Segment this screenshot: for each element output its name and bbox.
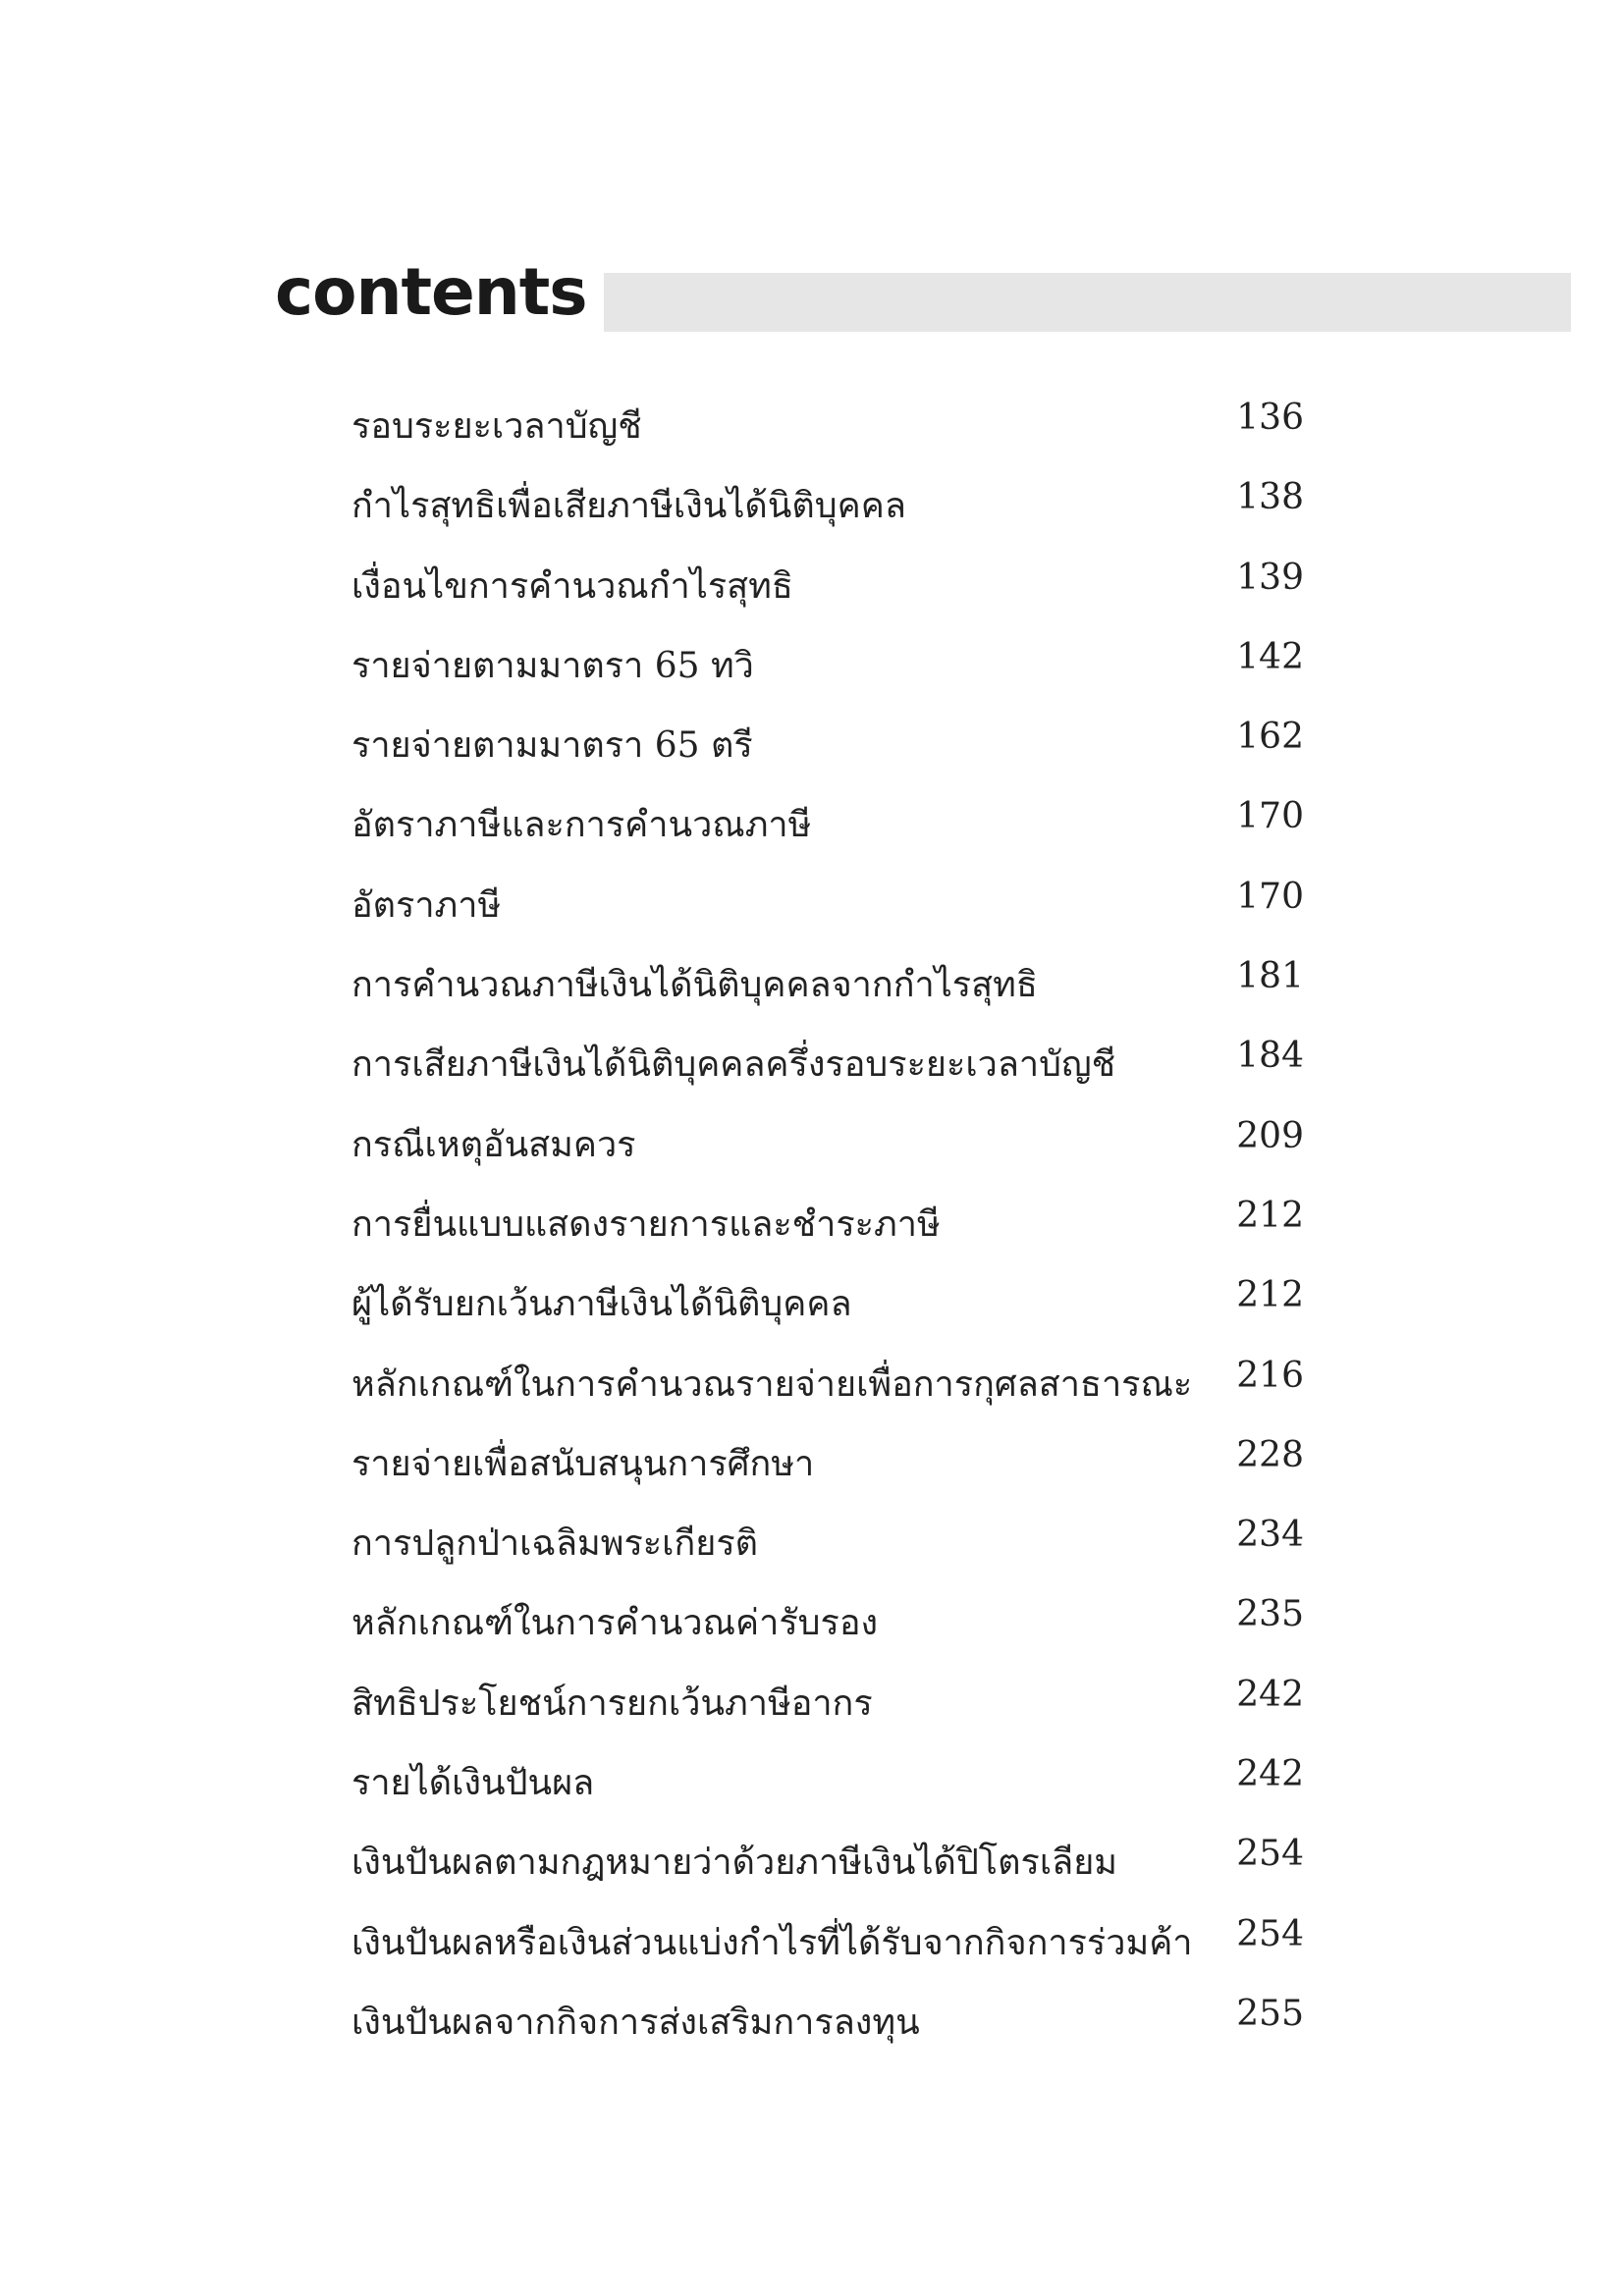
toc-entry[interactable] — [352, 1184, 1304, 1263]
toc-entry-title: หลักเกณฑ์ในการคำนวณรายจ่ายเพื่อการกุศลสาธารณะ — [352, 1363, 1193, 1405]
toc-entry-title: รายจ่ายเพื่อสนับสนุนการศึกษา — [352, 1443, 815, 1484]
toc-entry[interactable] — [352, 1902, 1304, 1982]
toc-entry[interactable] — [352, 546, 1304, 625]
toc-entry-page: 170 — [1236, 796, 1304, 837]
toc-entry[interactable] — [352, 705, 1304, 784]
toc-entry-title: การคำนวณภาษีเงินได้นิติบุคคลจากกำไรสุทธิ — [352, 965, 1038, 1006]
toc-entry-title: เงินปันผลจากกิจการส่งเสริมการลงทุน — [352, 2002, 920, 2043]
toc-entry[interactable] — [352, 1663, 1304, 1742]
toc-entry[interactable] — [352, 1503, 1304, 1582]
toc-entry[interactable] — [352, 1263, 1304, 1343]
contents-header — [275, 253, 1571, 332]
toc-entry-page: 235 — [1236, 1594, 1304, 1635]
toc-entry[interactable] — [352, 1104, 1304, 1184]
toc-entry[interactable] — [352, 784, 1304, 864]
toc-entry-title: รายได้เงินปันผล — [352, 1763, 595, 1804]
toc-entry-page: 162 — [1236, 717, 1304, 758]
toc-entry-page: 184 — [1236, 1036, 1304, 1077]
toc-entry-title: หลักเกณฑ์ในการคำนวณค่ารับรอง — [352, 1603, 879, 1644]
toc-entry-title: กำไรสุทธิเพื่อเสียภาษีเงินได้นิติบุคคล — [352, 486, 906, 527]
toc-entry[interactable] — [352, 1024, 1304, 1103]
toc-entry-page: 209 — [1236, 1115, 1304, 1156]
toc-entry-title: รอบระยะเวลาบัญชี — [352, 406, 642, 447]
toc-entry-title: การเสียภาษีเงินได้นิติบุคคลครึ่งรอบระยะเวลาบัญชี — [352, 1044, 1116, 1086]
toc-entry[interactable] — [352, 1344, 1304, 1423]
toc-entry-page: 181 — [1236, 956, 1304, 997]
toc-entry-page: 216 — [1236, 1355, 1304, 1396]
toc-entry[interactable] — [352, 386, 1304, 465]
toc-entry-title: ผู้ได้รับยกเว้นภาษีเงินได้นิติบุคคล — [352, 1284, 852, 1325]
toc-entry-title: การยื่นแบบแสดงรายการและชำระภาษี — [352, 1203, 941, 1245]
toc-entry[interactable] — [352, 1582, 1304, 1662]
toc-entry-title: กรณีเหตุอันสมควร — [352, 1124, 636, 1165]
toc-entry-page: 228 — [1236, 1434, 1304, 1475]
toc-entry-page: 142 — [1236, 636, 1304, 677]
toc-entry-page: 212 — [1236, 1275, 1304, 1316]
toc-entry-page: 255 — [1236, 1993, 1304, 2034]
toc-entry[interactable] — [352, 465, 1304, 545]
table-of-contents — [352, 386, 1304, 2061]
toc-entry[interactable] — [352, 865, 1304, 944]
header-gray-bar — [604, 273, 1571, 332]
toc-entry-title: เงื่อนไขการคำนวณกำไรสุทธิ — [352, 565, 793, 607]
toc-entry[interactable] — [352, 944, 1304, 1024]
toc-entry-page: 254 — [1236, 1834, 1304, 1875]
toc-entry-title: รายจ่ายตามมาตรา 65 ทวิ — [352, 645, 754, 686]
toc-entry-page: 242 — [1236, 1674, 1304, 1715]
toc-entry-title: สิทธิประโยชน์การยกเว้นภาษีอากร — [352, 1682, 873, 1724]
toc-entry[interactable] — [352, 1982, 1304, 2061]
toc-entry-page: 242 — [1236, 1754, 1304, 1795]
toc-entry-title: อัตราภาษี — [352, 884, 502, 926]
toc-entry-title: รายจ่ายตามมาตรา 65 ตรี — [352, 725, 753, 767]
toc-entry-page: 212 — [1236, 1195, 1304, 1236]
toc-entry-title: เงินปันผลตามกฎหมายว่าด้วยภาษีเงินได้ปิโตรเลียม — [352, 1842, 1118, 1884]
toc-entry[interactable] — [352, 625, 1304, 705]
toc-entry[interactable] — [352, 1822, 1304, 1901]
page-title: contents — [275, 254, 587, 330]
toc-entry[interactable] — [352, 1423, 1304, 1503]
toc-entry-title: การปลูกป่าเฉลิมพระเกียรติ — [352, 1523, 759, 1565]
toc-entry-page: 170 — [1236, 876, 1304, 917]
toc-entry-title: เงินปันผลหรือเงินส่วนแบ่งกำไรที่ได้รับจากกิจการร่วมค้า — [352, 1922, 1193, 1963]
toc-entry-page: 254 — [1236, 1913, 1304, 1954]
toc-entry-page: 234 — [1236, 1515, 1304, 1556]
toc-entry-page: 136 — [1236, 398, 1304, 438]
toc-entry[interactable] — [352, 1742, 1304, 1822]
toc-entry-title: อัตราภาษีและการคำนวณภาษี — [352, 805, 812, 846]
toc-entry-page: 139 — [1236, 557, 1304, 598]
toc-entry-page: 138 — [1236, 477, 1304, 518]
